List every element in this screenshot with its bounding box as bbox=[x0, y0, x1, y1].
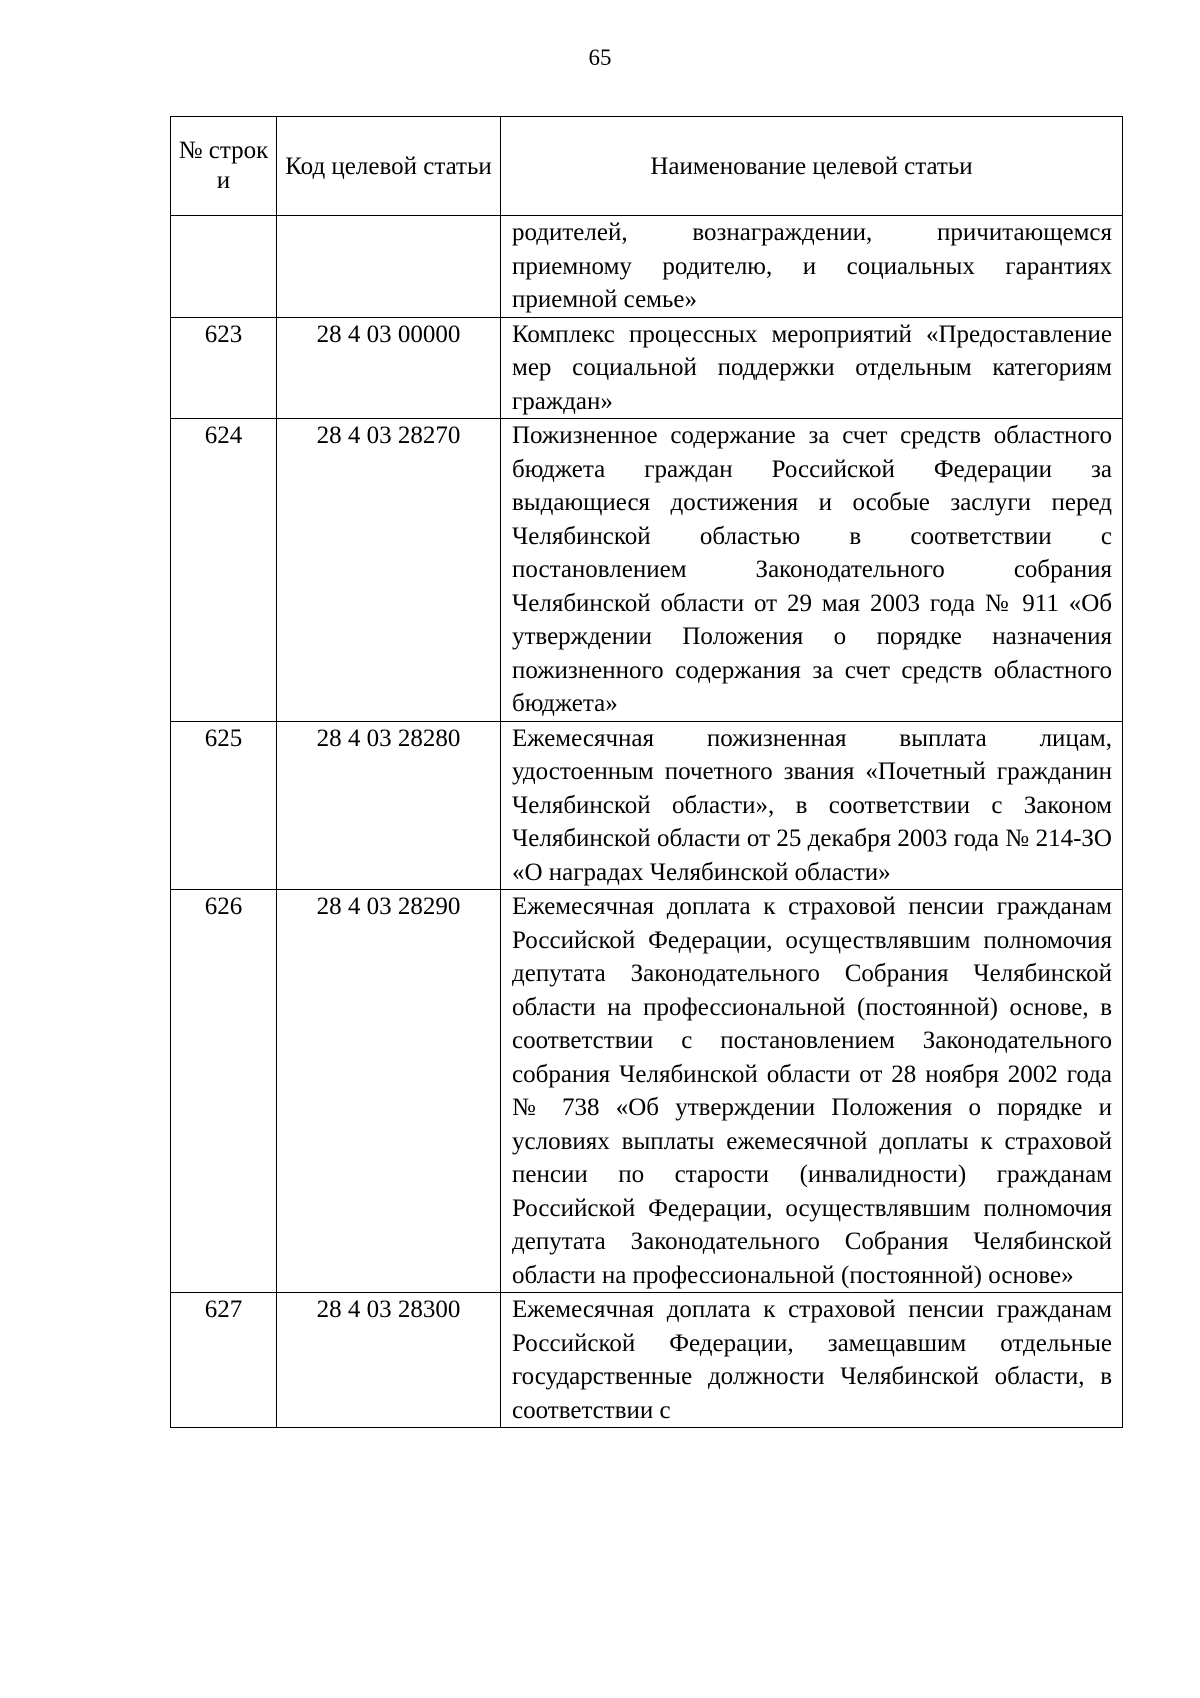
table-row bbox=[171, 419, 1123, 722]
header-code: Код целевой статьи bbox=[277, 117, 501, 216]
row-code: 28 4 03 28280 bbox=[277, 721, 501, 890]
row-number: 626 bbox=[171, 890, 277, 1293]
page-number: 65 bbox=[588, 45, 612, 70]
header-row-number: № строк и bbox=[171, 117, 277, 216]
row-code bbox=[277, 216, 501, 318]
row-number: 624 bbox=[171, 419, 277, 722]
row-name: Пожизненное содержание за счет средств областного бюджета граждан Российской Федерации за выдающиеся достижения и особые заслуги перед Челябинской областью в соответствии с постановлением Законодательного собрания Челябинской области от 29 мая 2003 года № 911 «Об утверждении Положения о порядке назначения пожизненного содержания за счет средств областного бюджета» bbox=[501, 419, 1123, 722]
table-row bbox=[171, 890, 1123, 1293]
row-code: 28 4 03 28270 bbox=[277, 419, 501, 722]
table-header-row bbox=[171, 117, 1123, 216]
table-row bbox=[171, 721, 1123, 890]
row-name: Ежемесячная пожизненная выплата лицам, удостоенным почетного звания «Почетный гражданин Челябинской области», в соответствии с Законом Челябинской области от 25 декабря 2003 года № 214-ЗО «О наградах Челябинской области» bbox=[501, 721, 1123, 890]
row-number bbox=[171, 216, 277, 318]
row-code: 28 4 03 28300 bbox=[277, 1293, 501, 1428]
row-name: родителей, вознаграждении, причитающемся приемному родителю, и социальных гарантиях приемной семье» bbox=[501, 216, 1123, 318]
row-name: Ежемесячная доплата к страховой пенсии гражданам Российской Федерации, замещавшим отдельные государственные должности Челябинской области, в соответствии с bbox=[501, 1293, 1123, 1428]
row-number: 627 bbox=[171, 1293, 277, 1428]
row-number: 623 bbox=[171, 317, 277, 419]
row-name: Комплекс процессных мероприятий «Предоставление мер социальной поддержки отдельным категориям граждан» bbox=[501, 317, 1123, 419]
row-code: 28 4 03 00000 bbox=[277, 317, 501, 419]
table-row bbox=[171, 216, 1123, 318]
row-code: 28 4 03 28290 bbox=[277, 890, 501, 1293]
row-name: Ежемесячная доплата к страховой пенсии гражданам Российской Федерации, осуществлявшим полномочия депутата Законодательного Собрания Челябинской области на профессиональной (постоянной) основе, в соответствии с постановлением Законодательного собрания Челябинской области от 28 ноября 2002 года № 738 «Об утверждении Положения о порядке и условиях выплаты ежемесячной доплаты к страховой пенсии по старости (инвалидности) гражданам Российской Федерации, осуществлявшим полномочия депутата Законодательного Собрания Челябинской области на профессиональной (постоянной) основе» bbox=[501, 890, 1123, 1293]
row-number: 625 bbox=[171, 721, 277, 890]
table-row bbox=[171, 1293, 1123, 1428]
header-name: Наименование целевой статьи bbox=[501, 117, 1123, 216]
table-row bbox=[171, 317, 1123, 419]
target-articles-table bbox=[170, 116, 1123, 1428]
